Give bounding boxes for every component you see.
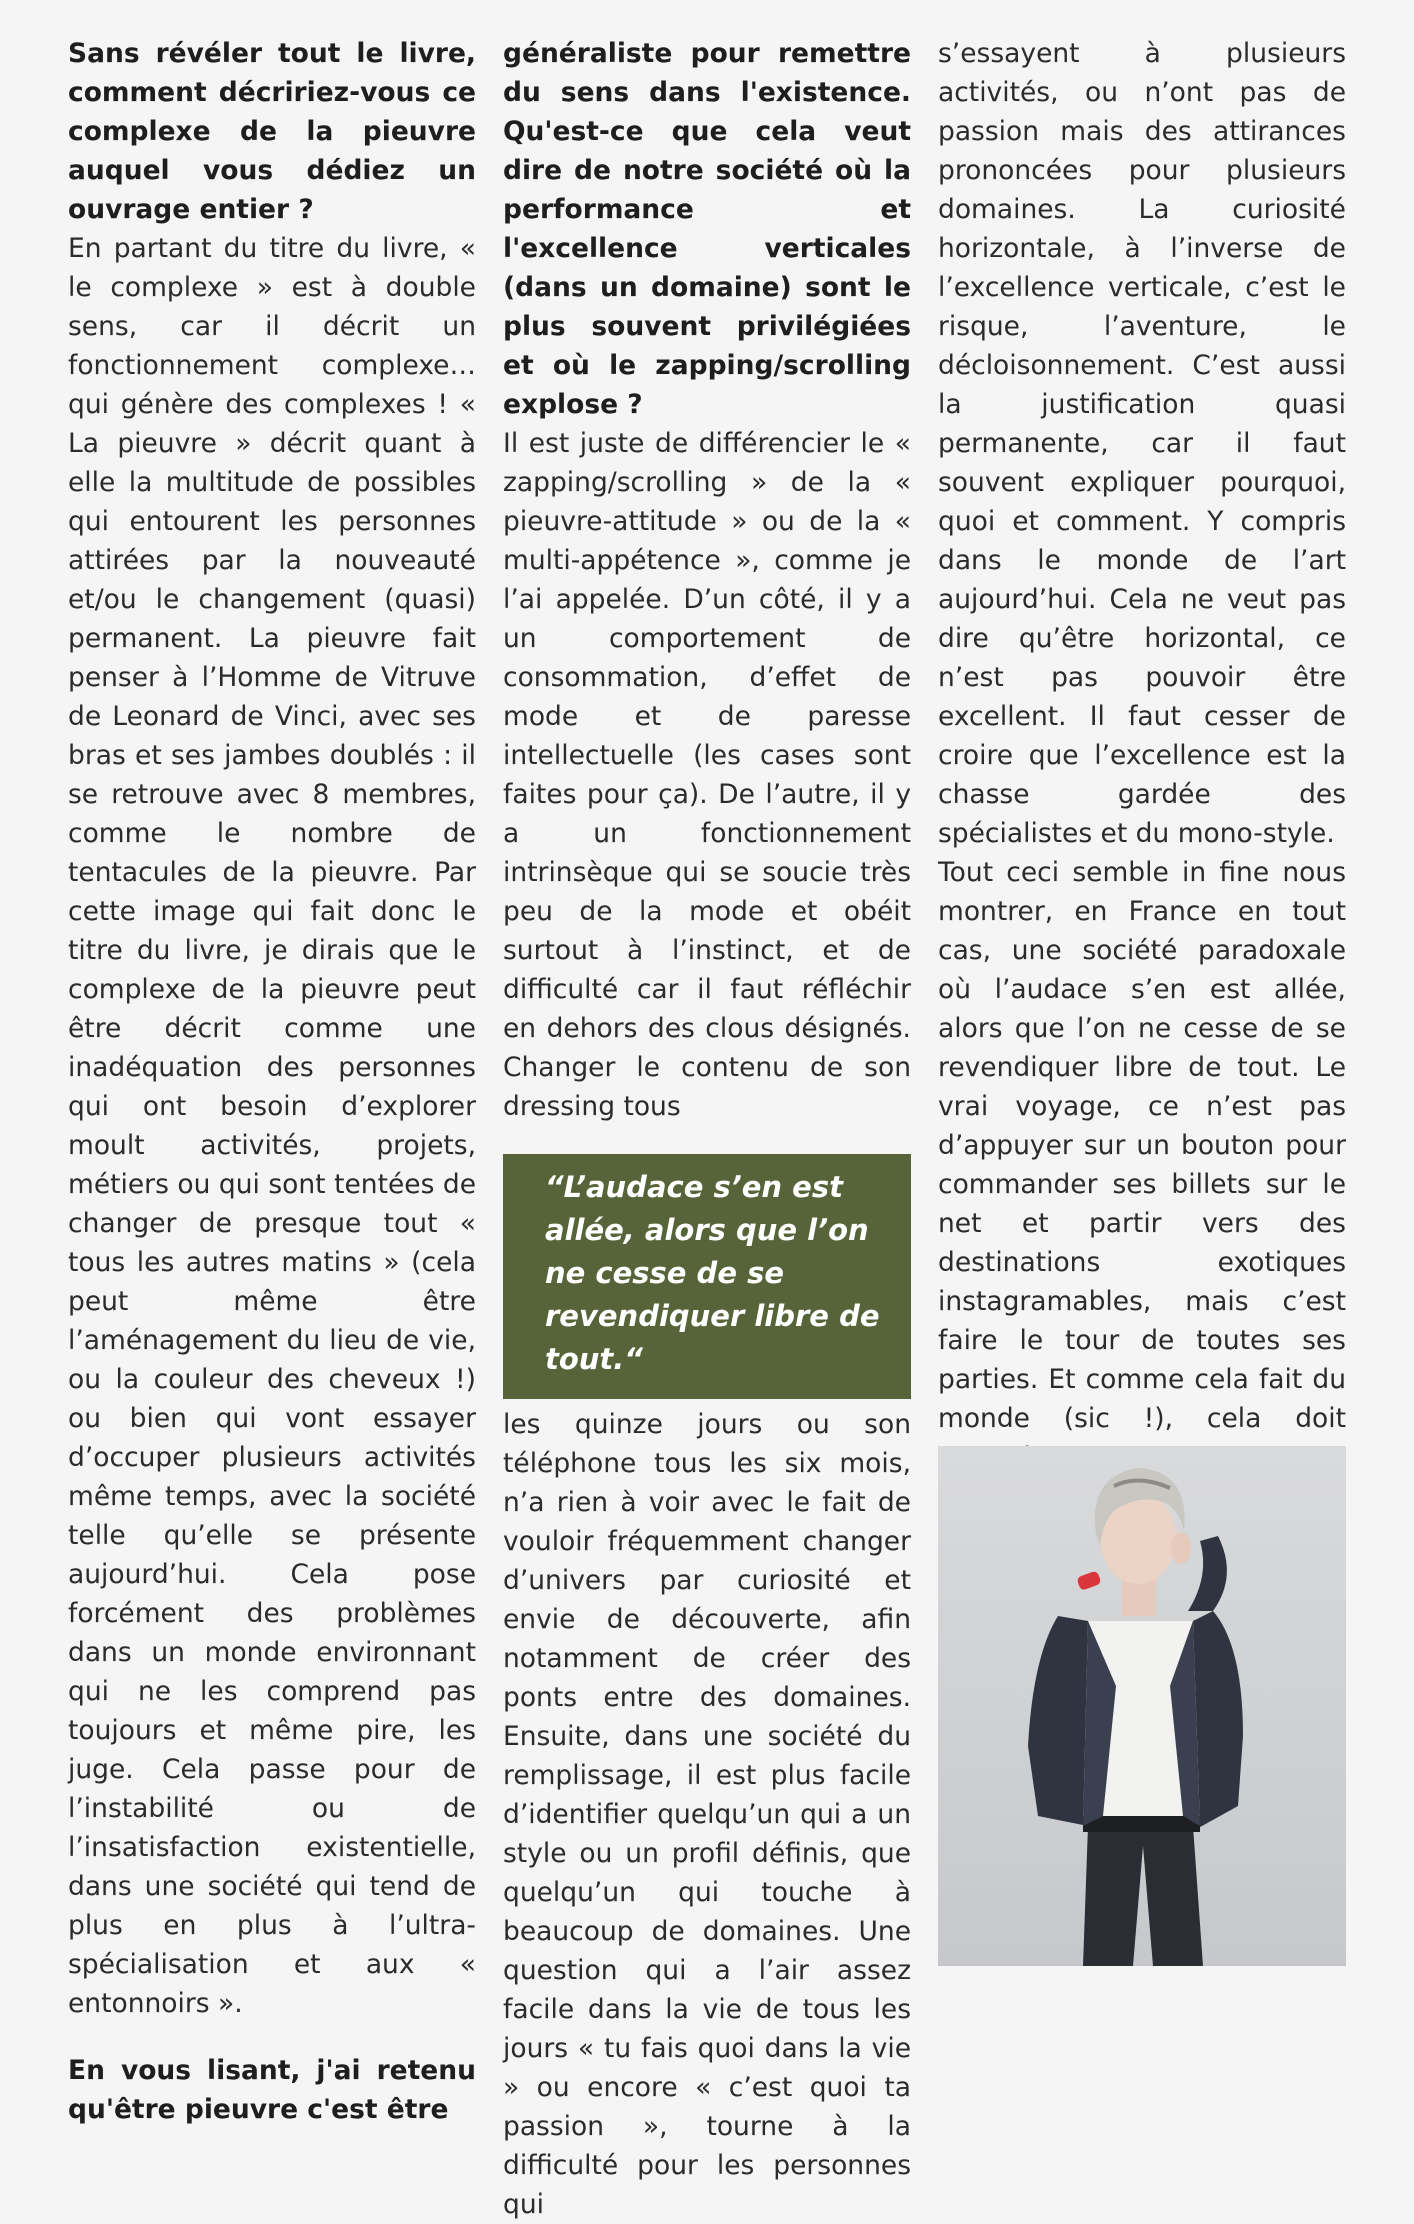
interview-question-2-start: En vous lisant, j'ai retenu qu'être pieuvre c'est être: [68, 2055, 476, 2125]
interview-answer-1: En partant du titre du livre, « le complexe » est à double sens, car il décrit un fonctionnement complexe… qui génère des complexes ! « La pieuvre » décrit quant à elle la multitude de possibles qui entourent les personnes attirées par la nouveauté et/ou le changement (quasi) permanent. La pieuvre fait penser à l’Homme de Vitruve de Leonard de Vinci, avec ses bras et ses jambes doublés : il se retrouve avec 8 membres, comme le nombre de tentacules de la pieuvre. Par cette image qui fait donc le titre du livre, je dirais que le complexe de la pieuvre peut être décrit comme une inadéquation des personnes qui ont besoin d’explorer moult activités, projets, métiers ou qui sont tentées de changer de presque tout « tous les autres matins » (cela peut même être l’aménagement du lieu de vie, ou la couleur des cheveux !) ou bien qui vont essayer d’occuper plusieurs activités même temps, avec la société telle qu’elle se présente aujourd’hui. Cela pose forcément des problèmes dans un monde environnant qui ne les comprend pas toujours et même pire, les juge. Cela passe pour de l’instabilité ou de l’insatisfaction existentielle, dans une société qui tend de plus en plus à l’ultra-spécialisation et aux « entonnoirs ».: [68, 233, 476, 2019]
interview-answer-2-part-1: Il est juste de différencier le « zapping/scrolling » de la « pieuvre-attitude » ou de la « multi-appétence », comme je l’ai appelée. D’un côté, il y a un comportement de consommation, d’effet de mode et de paresse intellectuelle (les cases sont faites pour ça). De l’autre, il y a un fonctionnement intrinsèque qui se soucie très peu de la mode et obéit surtout à l’instinct, et de difficulté car il faut réfléchir en dehors des clous désignés. Changer le contenu de son dressing tous: [503, 428, 911, 1122]
column-right: [938, 34, 1346, 1516]
column-left: [68, 34, 476, 2129]
portrait-illustration: [938, 1446, 1346, 1966]
column-middle: [503, 34, 911, 2224]
interview-answer-2-part-2: les quinze jours ou son téléphone tous les six mois, n’a rien à voir avec le fait de vouloir fréquemment changer d’univers par curiosité et envie de découverte, afin notamment de créer des ponts entre des domaines. Ensuite, dans une société du remplissage, il est plus facile d’identifier quelqu’un qui a un style ou un profil définis, que quelqu’un qui touche à beaucoup de domaines. Une question qui a l’air assez facile dans la vie de tous les jours « tu fais quoi dans la vie » ou encore « c’est quoi ta passion », tourne à la difficulté pour les personnes qui: [503, 1409, 911, 2220]
pull-quote: “L’audace s’en est allée, alors que l’on ne cesse de se revendiquer libre de tout.“: [503, 1154, 911, 1399]
interview-answer-2-part-4: Tout ceci semble in fine nous montrer, en France en tout cas, une société paradoxale où l’audace s’en est allée, alors que l’on ne cesse de se revendiquer libre de tout. Le vrai voyage, ce n’est pas d’appuyer sur un bouton pour commander ses billets sur le net et partir vers des destinations exotiques instagramables, mais c’est faire le tour de toutes ses parties. Et comme cela fait du monde (sic !), cela doit: [938, 857, 1346, 1434]
interview-question-2-end: généraliste pour remettre du sens dans l'existence. Qu'est-ce que cela veut dire de notre société où la performance et l'excellence verticales (dans un domaine) sont le plus souvent privilégiées et où le zapping/scrolling explose ?: [503, 38, 911, 420]
interview-answer-2-part-3: s’essayent à plusieurs activités, ou n’ont pas de passion mais des attirances prononcées pour plusieurs domaines. La curiosité horizontale, à l’inverse de l’excellence verticale, c’est le risque, l’aventure, le décloisonnement. C’est aussi la justification quasi permanente, car il faut souvent expliquer pourquoi, quoi et comment. Y compris dans le monde de l’art aujourd’hui. Cela ne veut pas dire qu’être horizontal, ce n’est pas pouvoir être excellent. Il faut cesser de croire que l’excellence est la chasse gardée des spécialistes et du mono-style.: [938, 38, 1346, 849]
portrait-photo: [938, 1446, 1346, 1966]
interview-question-1: Sans révéler tout le livre, comment décririez-vous ce complexe de la pieuvre auquel vous dédiez un ouvrage entier ?: [68, 38, 476, 225]
